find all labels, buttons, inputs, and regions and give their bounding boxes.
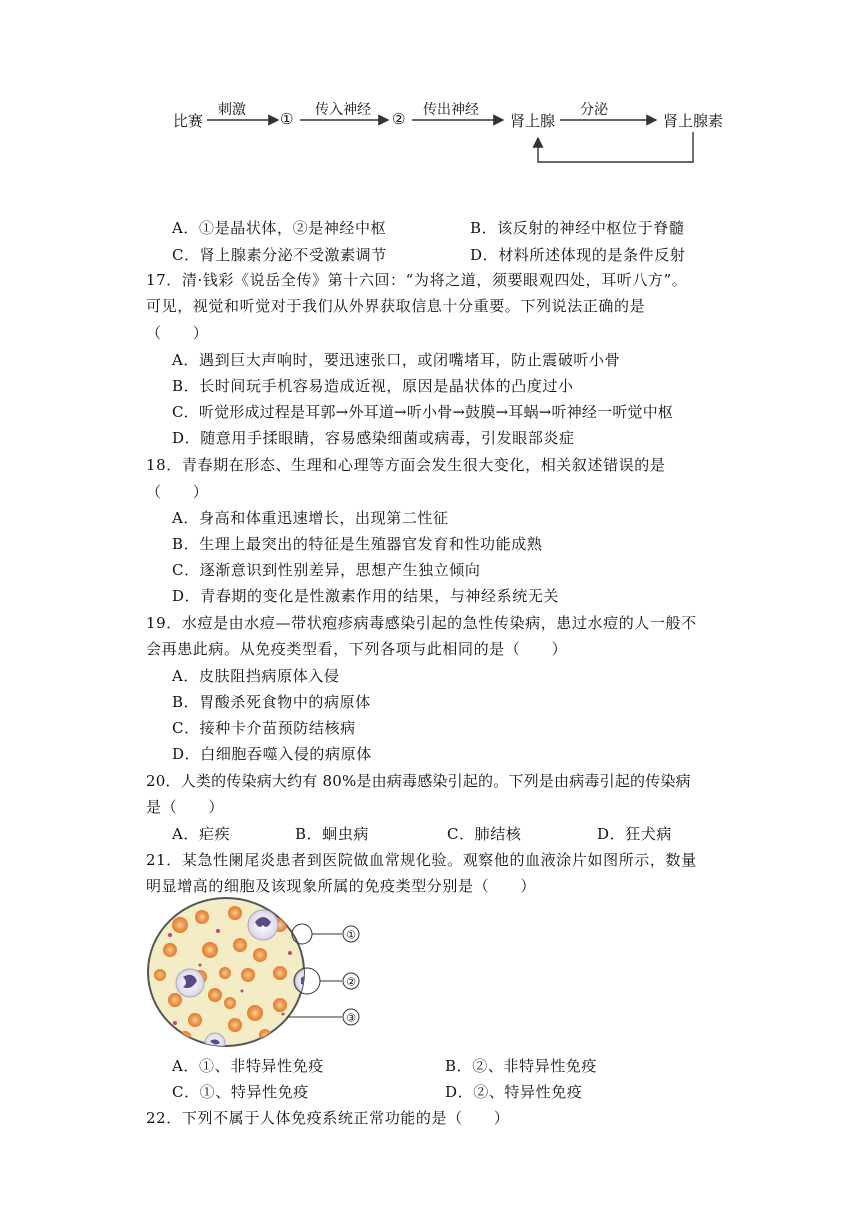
smear-label-3: ③ — [346, 1011, 356, 1025]
q21-stem-line1: 21．某急性阑尾炎患者到医院做血常规化验。观察他的血液涂片如图所示，数量 — [146, 851, 697, 869]
q17-option-d: D．随意用手揉眼睛，容易感染细菌或病毒，引发眼部炎症 — [172, 429, 575, 447]
q17-stem-line2: 可见，视觉和听觉对于我们从外界获取信息十分重要。下列说法正确的是 — [146, 297, 646, 315]
q18-paren: （ ） — [146, 483, 209, 501]
q19-stem-line2: 会再患此病。从免疫类型看，下列各项与此相同的是（ ） — [146, 640, 568, 658]
q17-stem-line1: 17．清·钱彩《说岳全传》第十六回：“为将之道，须要眼观四处，耳听八方”。 — [146, 271, 688, 289]
flow-node-adrenal: 肾上腺 — [510, 112, 556, 130]
q21-option-a: A．①、非特异性免疫 — [172, 1057, 324, 1075]
q19-option-d: D．白细胞吞噬入侵的病原体 — [172, 745, 372, 763]
flow-node-2: ② — [392, 110, 406, 128]
flow-label-afferent: 传入神经 — [315, 102, 371, 118]
smear-label-2: ② — [346, 975, 356, 989]
flow-label-efferent: 传出神经 — [423, 102, 479, 118]
flow-node-adrenaline: 肾上腺素 — [663, 112, 724, 130]
q22-stem-line1: 22．下列不属于人体免疫系统正常功能的是（ ） — [146, 1109, 510, 1127]
marker-1-ring — [292, 924, 312, 944]
blood-smear-figure — [140, 895, 370, 1050]
q18-option-c: C．逐渐意识到性别差异，思想产生独立倾向 — [172, 561, 481, 579]
q20-option-c: C．肺结核 — [447, 825, 522, 843]
q18-option-b: B．生理上最突出的特征是生殖器官发育和性功能成熟 — [172, 535, 543, 553]
q17-option-c: C．听觉形成过程是耳郭→外耳道→听小骨→鼓膜→耳蜗→听神经一听觉中枢 — [172, 403, 674, 421]
q17-paren: （ ） — [146, 324, 209, 342]
q19-option-b: B．胃酸杀死食物中的病原体 — [172, 693, 371, 711]
flow-label-stimulus: 刺激 — [218, 102, 246, 118]
flow-node-1: ① — [280, 110, 294, 128]
q16-option-d: D．材料所述体现的是条件反射 — [470, 246, 686, 264]
q17-option-a: A．遇到巨大声响时，要迅速张口，或闭嘴堵耳，防止震破听小骨 — [172, 351, 621, 369]
q20-stem-line2: 是（ ） — [146, 798, 225, 816]
flow-node-match: 比赛 — [173, 112, 204, 130]
q18-option-a: A．身高和体重迅速增长，出现第二性征 — [172, 509, 449, 527]
q19-option-a: A．皮肤阻挡病原体入侵 — [172, 667, 340, 685]
q21-option-d: D．②、特异性免疫 — [445, 1083, 583, 1101]
smear-label-1: ① — [346, 928, 356, 942]
flow-feedback-line — [538, 132, 693, 162]
q21-stem-line2: 明显增高的细胞及该现象所属的免疫类型分别是（ ） — [146, 877, 537, 895]
q19-stem-line1: 19．水痘是由水痘—带状疱疹病毒感染引起的急性传染病，患过水痘的人一般不 — [146, 614, 697, 632]
q17-option-b: B．长时间玩手机容易造成近视，原因是晶状体的凸度过小 — [172, 377, 574, 395]
flow-arrows — [0, 0, 860, 180]
q20-option-b: B．蛔虫病 — [295, 825, 370, 843]
q16-option-c: C．肾上腺素分泌不受激素调节 — [172, 246, 387, 264]
q21-option-c: C．①、特异性免疫 — [172, 1083, 309, 1101]
q20-stem-line1: 20．人类的传染病大约有 80%是由病毒感染引起的。下列是由病毒引起的传染病 — [146, 772, 691, 790]
q16-option-a: A．①是晶状体，②是神经中枢 — [172, 219, 387, 237]
q20-option-d: D．狂犬病 — [597, 825, 673, 843]
q18-stem-line1: 18．青春期在形态、生理和心理等方面会发生很大变化，相关叙述错误的是 — [146, 456, 666, 474]
q16-option-b: B．该反射的神经中枢位于脊髓 — [470, 219, 685, 237]
q21-option-b: B．②、非特异性免疫 — [445, 1057, 598, 1075]
q20-option-a: A．疟疾 — [172, 825, 231, 843]
q18-option-d: D．青春期的变化是性激素作用的结果，与神经系统无关 — [172, 587, 560, 605]
flow-label-secrete: 分泌 — [580, 102, 608, 118]
q19-option-c: C．接种卡介苗预防结核病 — [172, 719, 356, 737]
